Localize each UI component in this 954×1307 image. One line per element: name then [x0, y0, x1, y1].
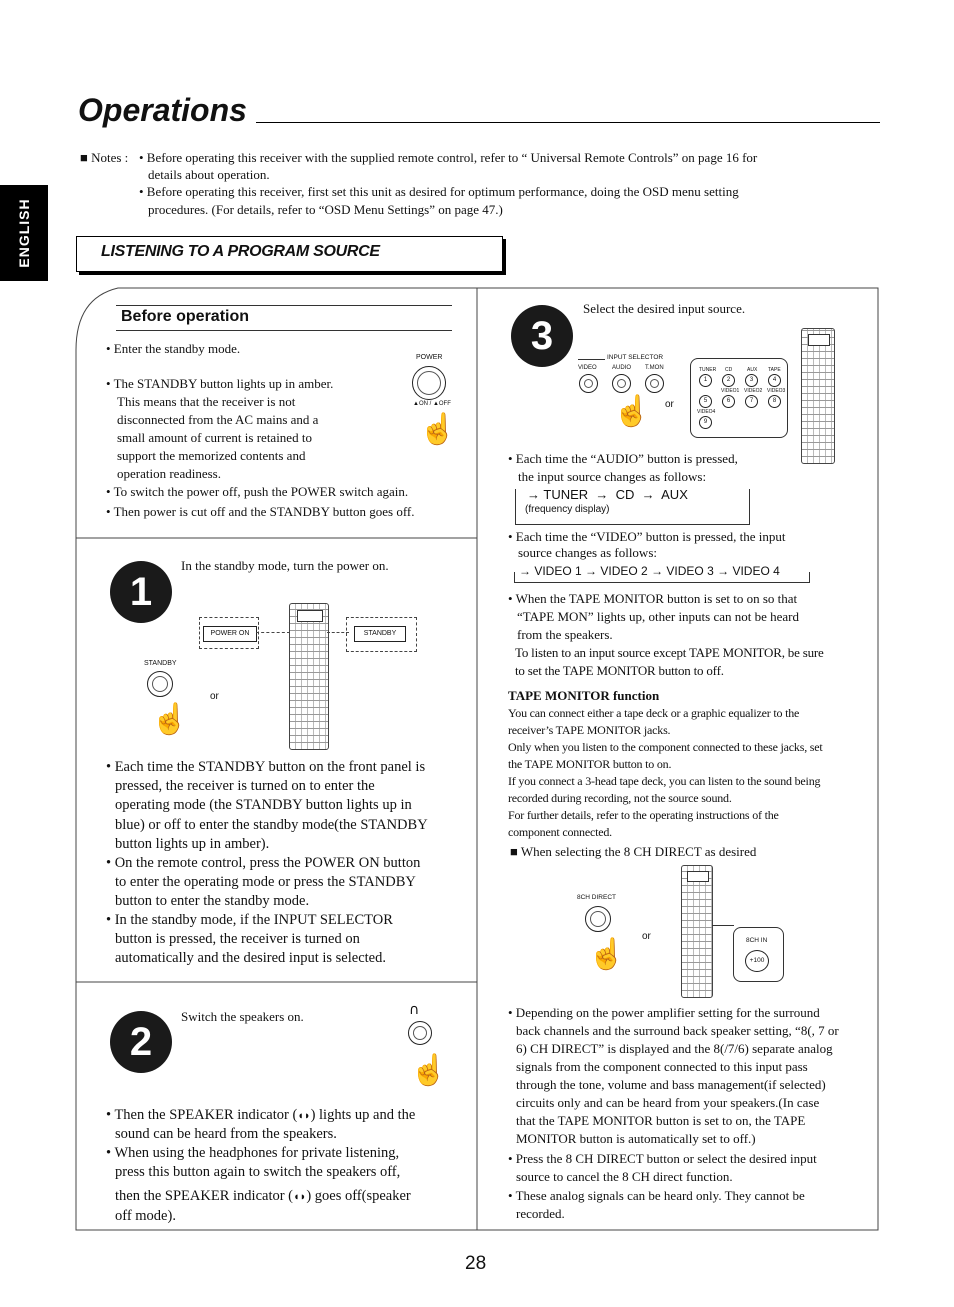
- text-line: • Press the 8 CH DIRECT button or select the desired input: [508, 1151, 817, 1166]
- page-title: Operations: [78, 92, 247, 128]
- text-line: receiver’s TAPE MONITOR jacks.: [508, 723, 671, 737]
- input-selector-label: INPUT SELECTOR: [607, 354, 664, 361]
- power-switch[interactable]: [412, 366, 446, 400]
- before-op-rule-bottom: [116, 330, 452, 331]
- text-line: To listen to an input source except TAPE MONITOR, be sure: [515, 645, 824, 660]
- hand-pointer-icon: ☝: [419, 413, 457, 446]
- key-8[interactable]: 8: [768, 395, 781, 408]
- tm-function-heading: TAPE MONITOR function: [508, 688, 660, 703]
- step2-bullet2-cont: press this button again to switch the speakers off,: [115, 1164, 401, 1180]
- step2-instruction: Switch the speakers on.: [181, 1009, 304, 1024]
- language-tab-label: ENGLISH: [16, 198, 32, 268]
- text-line: component connected.: [508, 825, 612, 839]
- text-line: Only when you listen to the component connected to these jacks, set: [508, 740, 823, 754]
- text-line: button is pressed, the receiver is turned on: [115, 931, 360, 948]
- text-line: pressed, the receiver is turned on to enter the: [115, 778, 375, 795]
- remote-control: [681, 865, 713, 998]
- ch-in-label: 8CH IN: [746, 937, 768, 944]
- remote-keypad-zoom: [690, 358, 788, 438]
- hand-pointer-icon: ☝: [410, 1054, 448, 1087]
- text-line: small amount of current is retained to: [117, 430, 312, 445]
- video-change-text-cont: source changes as follows:: [518, 545, 657, 560]
- step1-instruction: In the standby mode, turn the power on.: [181, 558, 389, 573]
- before-op-b1: • Enter the standby mode.: [106, 341, 241, 356]
- before-op-heading: Before operation: [121, 308, 250, 325]
- before-op-b2: [106, 375, 333, 483]
- chain-item: VIDEO 3: [666, 564, 714, 578]
- text-line: circuits only and can be heard from your speakers.(In case: [516, 1095, 820, 1110]
- speaker-button[interactable]: [408, 1021, 432, 1045]
- before-op-rule-top: [116, 305, 452, 306]
- text-line: from the speakers.: [517, 627, 613, 642]
- text-line: This means that the receiver is not: [117, 394, 296, 409]
- audio-chain: → TUNER → CD → AUX: [523, 487, 692, 502]
- text-span: • Then the SPEAKER indicator (: [106, 1107, 298, 1123]
- tape-monitor-text: [508, 590, 799, 644]
- key-label: VIDEO3: [767, 388, 786, 394]
- key-3[interactable]: 3: [745, 374, 758, 387]
- video-btn-label: VIDEO: [578, 365, 597, 371]
- notes-prefix: ■ Notes :: [80, 150, 129, 165]
- text-line: • In the standby mode, if the INPUT SELECTOR: [106, 912, 393, 928]
- step2-bullet2: • When using the headphones for private listening,: [106, 1145, 400, 1161]
- step1-bullet1: [106, 758, 428, 854]
- text-line: 6) CH DIRECT” is displayed and the 8(/7/6) separate analog: [516, 1041, 833, 1056]
- text-line: blue) or off to enter the standby mode(the STANDBY: [115, 816, 428, 833]
- text-line: automatically and the desired input is selected.: [115, 950, 386, 967]
- key-label: VIDEO1: [721, 388, 740, 394]
- text-line: operation readiness.: [117, 466, 221, 481]
- step-number-3: 3: [511, 305, 573, 367]
- text-line: • These analog signals can be heard only. They cannot be: [508, 1188, 805, 1203]
- remote-control: [289, 603, 329, 750]
- text-line: the TAPE MONITOR button to on.: [508, 757, 672, 771]
- callout-line: [712, 925, 734, 926]
- tmon-button[interactable]: [645, 374, 664, 393]
- remote-control: [801, 328, 835, 464]
- depend-text: [508, 1004, 839, 1148]
- key-label: VIDEO2: [744, 388, 763, 394]
- or-label: or: [665, 399, 674, 410]
- step2-bullet2-cont2: [115, 1187, 411, 1207]
- audio-button[interactable]: [612, 374, 631, 393]
- key-label: AUX: [747, 367, 758, 373]
- step1-bullet3: [106, 911, 393, 969]
- audio-change-text-cont: the input source changes as follows:: [518, 469, 707, 484]
- chain-item: VIDEO 1: [534, 564, 582, 578]
- notes-line2: • Before operating this receiver, first set this unit as desired for optimum performance, doing the OSD menu setting: [139, 184, 739, 199]
- chain-item: VIDEO 4: [732, 564, 780, 578]
- key-label: VIDEO4: [697, 409, 716, 415]
- direct-label: 8CH DIRECT: [577, 894, 617, 901]
- text-line: disconnected from the AC mains and a: [117, 412, 319, 427]
- chain-item: CD: [615, 487, 635, 502]
- power-sub-label: ▲ON / ▲OFF: [413, 401, 451, 407]
- text-line: • On the remote control, press the POWER ON button: [106, 855, 421, 871]
- notes-line2b: procedures. (For details, refer to “OSD Menu Settings” on page 47.): [148, 202, 503, 217]
- key-label: TUNER: [699, 367, 717, 373]
- key-5[interactable]: 5: [699, 395, 712, 408]
- text-line: • Depending on the power amplifier setting for the surround: [508, 1005, 820, 1020]
- step-number-1: 1: [110, 561, 172, 623]
- key-9[interactable]: 9: [699, 416, 712, 429]
- step2-bullet1: [106, 1106, 415, 1126]
- standby-label: STANDBY: [144, 660, 177, 667]
- text-span: ) goes off(speaker: [306, 1188, 411, 1204]
- text-line: • The STANDBY button lights up in amber.: [106, 376, 334, 391]
- standby-remote-button[interactable]: STANDBY: [354, 626, 406, 642]
- text-line: button lights up in amber).: [115, 835, 270, 852]
- power-label: POWER: [416, 354, 443, 361]
- speaker-icon: ◖◗: [297, 1110, 311, 1122]
- key-1[interactable]: 1: [699, 374, 712, 387]
- text-line: “TAPE MON” lights up, other inputs can not be heard: [517, 609, 800, 624]
- power-on-button[interactable]: POWER ON: [203, 626, 257, 642]
- key-2[interactable]: 2: [722, 374, 735, 387]
- or-label: or: [210, 691, 219, 702]
- text-line: MONITOR button is automatically set to off.): [516, 1131, 756, 1146]
- hand-pointer-icon: ☝: [588, 938, 626, 971]
- text-line: operating mode (the STANDBY button lights up in: [115, 797, 412, 814]
- headphones-icon: ∩: [409, 1002, 420, 1018]
- speaker-icon: ◖◗: [293, 1191, 307, 1203]
- press-text: [508, 1150, 817, 1186]
- freq-note: (frequency display): [525, 504, 610, 515]
- text-line: You can connect either a tape deck or a graphic equalizer to the: [508, 706, 800, 720]
- key-7[interactable]: 7: [745, 395, 758, 408]
- step1-bullet2: [106, 854, 420, 912]
- key-label: CD: [725, 367, 733, 373]
- video-change-text: • Each time the “VIDEO” button is pressed, the input: [508, 529, 786, 544]
- text-line: signals from the component connected to this input pass: [516, 1059, 808, 1074]
- power-on-callout: [199, 617, 259, 649]
- text-line: recorded.: [516, 1206, 565, 1221]
- text-line: • Each time the STANDBY button on the front panel is: [106, 759, 426, 775]
- text-line: recorded during recording, not the source sound.: [508, 791, 732, 805]
- before-op-b3: • To switch the power off, push the POWER switch again.: [106, 484, 409, 499]
- text-line: through the tone, volume and bass management(if selected): [516, 1077, 826, 1092]
- text-line: that the TAPE MONITOR button is set to on, the TAPE: [516, 1113, 806, 1128]
- text-line: For further details, refer to the operating instructions of the: [508, 808, 779, 822]
- text-line: to enter the operating mode or press the STANDBY: [115, 874, 416, 891]
- video-chain: → VIDEO 1 → VIDEO 2 → VIDEO 3 → VIDEO 4: [516, 564, 783, 578]
- notes-line1: • Before operating this receiver with the supplied remote control, refer to “ Universal Remote Controls” on page 16 for: [139, 150, 758, 165]
- page-number: 28: [465, 1253, 487, 1274]
- key-label: TAPE: [768, 367, 781, 373]
- ch-in-zoom: [733, 927, 784, 982]
- standby-button[interactable]: [147, 671, 173, 697]
- step3-instruction: Select the desired input source.: [583, 301, 746, 316]
- analog-text: [508, 1187, 805, 1223]
- step2-bullet1-cont: sound can be heard from the speakers.: [115, 1126, 337, 1142]
- text-line: source to cancel the 8 CH direct function.: [516, 1169, 733, 1184]
- text-line: button to enter the standby mode.: [115, 893, 310, 910]
- section-title: LISTENING TO A PROGRAM SOURCE: [101, 243, 380, 260]
- direct-heading: ■ When selecting the 8 CH DIRECT as desired: [510, 844, 757, 859]
- step2-bullet2-cont3: off mode).: [115, 1208, 176, 1224]
- video-button[interactable]: [579, 374, 598, 393]
- hand-pointer-icon: ☝: [151, 703, 189, 736]
- plus-100-button[interactable]: +100: [745, 950, 769, 972]
- text-span: then the SPEAKER indicator (: [115, 1188, 294, 1204]
- callout-line: [256, 632, 290, 633]
- text-line: back channels and the surround back speaker setting, “8(, 7 or: [516, 1023, 839, 1038]
- key-6[interactable]: 6: [722, 395, 735, 408]
- text-span: ) lights up and the: [310, 1107, 416, 1123]
- text-line: support the memorized contents and: [117, 448, 306, 463]
- hand-pointer-icon: ☝: [613, 395, 651, 428]
- chain-item: TUNER: [543, 487, 589, 502]
- notes-line1b: details about operation.: [148, 167, 270, 182]
- tape-monitor-text2: [515, 644, 824, 680]
- tm-function-text: [508, 705, 823, 841]
- key-4[interactable]: 4: [768, 374, 781, 387]
- text-line: • When the TAPE MONITOR button is set to on so that: [508, 591, 798, 606]
- text-line: to set the TAPE MONITOR button to off.: [515, 663, 724, 678]
- chain-item: AUX: [661, 487, 688, 502]
- step-number-2: 2: [110, 1011, 172, 1073]
- chain-item: VIDEO 2: [600, 564, 648, 578]
- before-op-b4: • Then power is cut off and the STANDBY button goes off.: [106, 504, 415, 519]
- tmon-btn-label: T.MON: [645, 365, 664, 371]
- text-line: If you connect a 3-head tape deck, you can listen to the sound being: [508, 774, 821, 788]
- 8ch-direct-button[interactable]: [585, 906, 611, 932]
- audio-btn-label: AUDIO: [612, 365, 632, 371]
- or-label: or: [642, 931, 651, 942]
- audio-change-text: • Each time the “AUDIO” button is pressed,: [508, 451, 738, 466]
